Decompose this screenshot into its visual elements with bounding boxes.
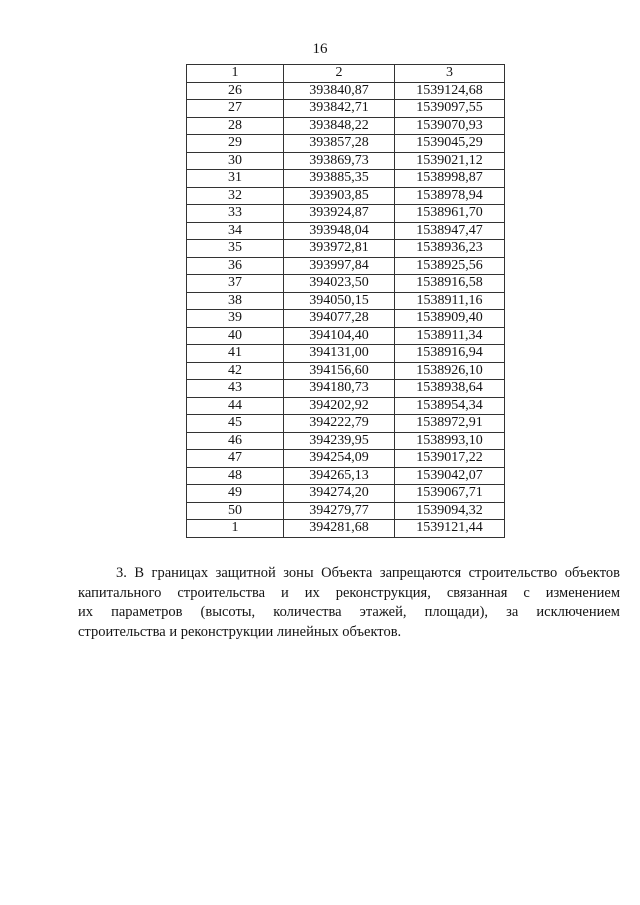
x-coordinate-cell: 394265,13 — [284, 467, 395, 485]
table-row — [187, 187, 505, 205]
table-row — [187, 467, 505, 485]
point-number-cell: 35 — [187, 240, 284, 258]
y-coordinate-cell: 1538954,34 — [395, 397, 505, 415]
x-coordinate-cell: 393848,22 — [284, 117, 395, 135]
paragraph-line: строительства и реконструкции линейных объектов. — [78, 623, 402, 640]
table-row — [187, 275, 505, 293]
point-number-cell: 45 — [187, 415, 284, 433]
x-coordinate-cell: 393997,84 — [284, 257, 395, 275]
x-coordinate-cell: 393885,35 — [284, 170, 395, 188]
table-row — [187, 432, 505, 450]
x-coordinate-cell: 394050,15 — [284, 292, 395, 310]
x-coordinate-cell: 394077,28 — [284, 310, 395, 328]
table-row — [187, 100, 505, 118]
x-coordinate-cell: 393869,73 — [284, 152, 395, 170]
point-number-cell: 31 — [187, 170, 284, 188]
point-number-cell: 39 — [187, 310, 284, 328]
table-row — [187, 135, 505, 153]
paragraph-line: их параметров (высоты, количества этажей, площади), за исключением — [78, 604, 620, 620]
x-coordinate-cell: 393924,87 — [284, 205, 395, 223]
paragraph-line: капитального строительства и их реконструкция, связанная с изменением — [78, 584, 620, 601]
point-number-cell: 33 — [187, 205, 284, 223]
y-coordinate-cell: 1539097,55 — [395, 100, 505, 118]
point-number-cell: 43 — [187, 380, 284, 398]
y-coordinate-cell: 1538909,40 — [395, 310, 505, 328]
y-coordinate-cell: 1538916,58 — [395, 275, 505, 293]
y-coordinate-cell: 1538972,91 — [395, 415, 505, 433]
table-row — [187, 520, 505, 538]
point-number-cell: 34 — [187, 222, 284, 240]
point-number-cell: 41 — [187, 345, 284, 363]
page-number: 16 — [312, 41, 328, 57]
table-row — [187, 345, 505, 363]
x-coordinate-cell: 394222,79 — [284, 415, 395, 433]
x-coordinate-cell: 394239,95 — [284, 432, 395, 450]
y-coordinate-cell: 1538926,10 — [395, 362, 505, 380]
point-number-cell: 36 — [187, 257, 284, 275]
point-number-cell: 38 — [187, 292, 284, 310]
y-coordinate-cell: 1538998,87 — [395, 170, 505, 188]
table-row — [187, 117, 505, 135]
table-row — [187, 222, 505, 240]
y-coordinate-cell: 1539021,12 — [395, 152, 505, 170]
table-row — [187, 362, 505, 380]
y-coordinate-cell: 1538993,10 — [395, 432, 505, 450]
y-coordinate-cell: 1539070,93 — [395, 117, 505, 135]
column-header: 1 — [187, 65, 284, 83]
table-row — [187, 310, 505, 328]
table-header-row — [187, 65, 505, 83]
table-row — [187, 485, 505, 503]
y-coordinate-cell: 1538961,70 — [395, 205, 505, 223]
table-row — [187, 327, 505, 345]
point-number-cell: 48 — [187, 467, 284, 485]
table-row — [187, 205, 505, 223]
y-coordinate-cell: 1539094,32 — [395, 502, 505, 520]
point-number-cell: 50 — [187, 502, 284, 520]
point-number-cell: 32 — [187, 187, 284, 205]
y-coordinate-cell: 1539121,44 — [395, 520, 505, 538]
point-number-cell: 30 — [187, 152, 284, 170]
table-row — [187, 415, 505, 433]
point-number-cell: 26 — [187, 82, 284, 100]
table-row — [187, 82, 505, 100]
table-row — [187, 240, 505, 258]
x-coordinate-cell: 394279,77 — [284, 502, 395, 520]
y-coordinate-cell: 1539124,68 — [395, 82, 505, 100]
x-coordinate-cell: 393857,28 — [284, 135, 395, 153]
column-header: 3 — [395, 65, 505, 83]
y-coordinate-cell: 1539042,07 — [395, 467, 505, 485]
y-coordinate-cell: 1538936,23 — [395, 240, 505, 258]
y-coordinate-cell: 1538938,64 — [395, 380, 505, 398]
point-number-cell: 27 — [187, 100, 284, 118]
x-coordinate-cell: 394180,73 — [284, 380, 395, 398]
point-number-cell: 40 — [187, 327, 284, 345]
x-coordinate-cell: 393840,87 — [284, 82, 395, 100]
table-row — [187, 397, 505, 415]
x-coordinate-cell: 393972,81 — [284, 240, 395, 258]
table-row — [187, 502, 505, 520]
y-coordinate-cell: 1538925,56 — [395, 257, 505, 275]
point-number-cell: 49 — [187, 485, 284, 503]
x-coordinate-cell: 394281,68 — [284, 520, 395, 538]
table-row — [187, 292, 505, 310]
column-header: 2 — [284, 65, 395, 83]
point-number-cell: 44 — [187, 397, 284, 415]
y-coordinate-cell: 1539067,71 — [395, 485, 505, 503]
point-number-cell: 47 — [187, 450, 284, 468]
y-coordinate-cell: 1538911,34 — [395, 327, 505, 345]
x-coordinate-cell: 394023,50 — [284, 275, 395, 293]
point-number-cell: 1 — [187, 520, 284, 538]
paragraph-line: 3. В границах защитной зоны Объекта запрещаются строительство объектов — [116, 565, 620, 581]
x-coordinate-cell: 394254,09 — [284, 450, 395, 468]
table-body — [187, 82, 505, 537]
point-number-cell: 29 — [187, 135, 284, 153]
table-row — [187, 450, 505, 468]
y-coordinate-cell: 1538911,16 — [395, 292, 505, 310]
y-coordinate-cell: 1539017,22 — [395, 450, 505, 468]
x-coordinate-cell: 393842,71 — [284, 100, 395, 118]
restriction-paragraph — [78, 564, 620, 642]
y-coordinate-cell: 1538916,94 — [395, 345, 505, 363]
table-row — [187, 380, 505, 398]
y-coordinate-cell: 1538978,94 — [395, 187, 505, 205]
x-coordinate-cell: 393948,04 — [284, 222, 395, 240]
point-number-cell: 42 — [187, 362, 284, 380]
x-coordinate-cell: 394156,60 — [284, 362, 395, 380]
table-row — [187, 152, 505, 170]
point-number-cell: 46 — [187, 432, 284, 450]
y-coordinate-cell: 1539045,29 — [395, 135, 505, 153]
y-coordinate-cell: 1538947,47 — [395, 222, 505, 240]
table-row — [187, 257, 505, 275]
x-coordinate-cell: 394202,92 — [284, 397, 395, 415]
x-coordinate-cell: 394274,20 — [284, 485, 395, 503]
point-number-cell: 37 — [187, 275, 284, 293]
point-number-cell: 28 — [187, 117, 284, 135]
table-row — [187, 170, 505, 188]
coordinates-table — [186, 64, 505, 538]
x-coordinate-cell: 394104,40 — [284, 327, 395, 345]
x-coordinate-cell: 394131,00 — [284, 345, 395, 363]
x-coordinate-cell: 393903,85 — [284, 187, 395, 205]
